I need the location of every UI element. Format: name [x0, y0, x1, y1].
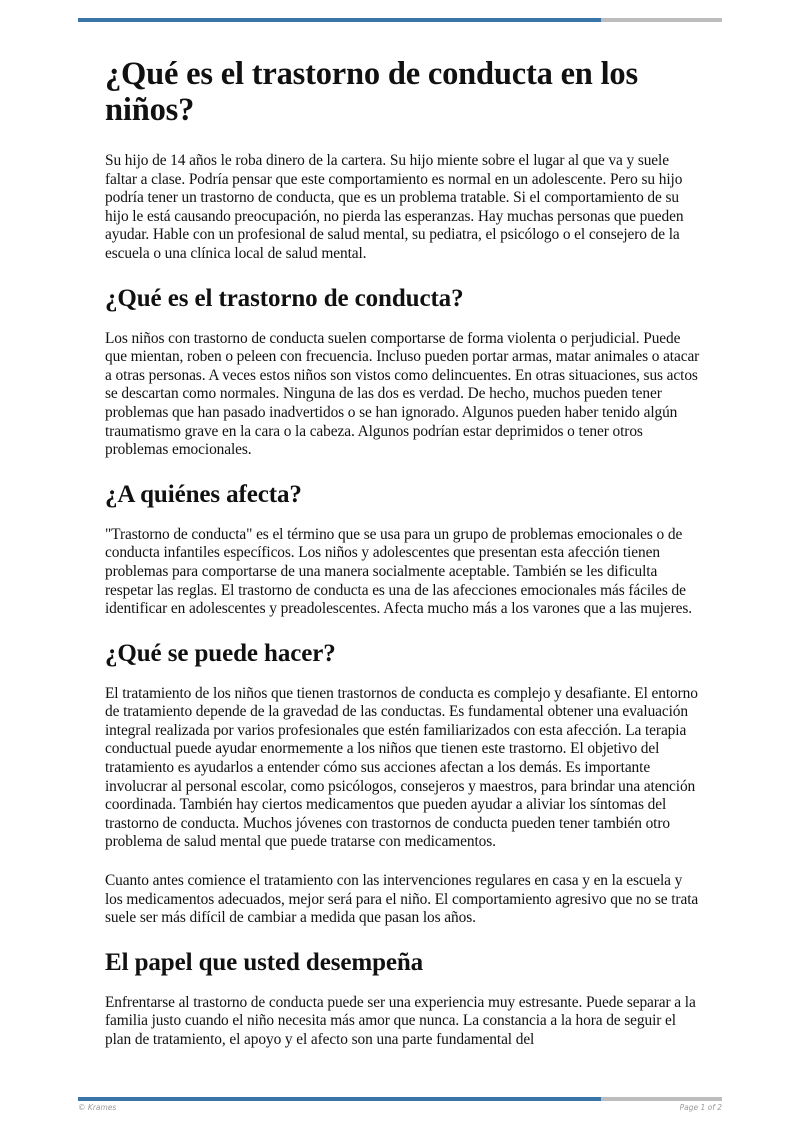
- section-paragraph: Enfrentarse al trastorno de conducta puede ser una experiencia muy estresante. Puede separar a la familia justo cuando el niño necesita más amor que nunca. La constancia a la hora de seguir el plan de tratamiento, el apoyo y el afecto son una parte fundamental del: [105, 993, 696, 1048]
- page-footer: [78, 1103, 722, 1112]
- header-divider-bar: [78, 18, 722, 22]
- footer-divider-bar: [78, 1097, 722, 1101]
- section-paragraph: Los niños con trastorno de conducta suelen comportarse de forma violenta o perjudicial. Puede que mientan, roben o peleen con frecuencia. Incluso pueden portar armas, matar animales o atacar a otras personas. A veces estos niños son vistos como delincuentes. En otras situaciones, sus actos se descartan como normales. Ninguna de las dos es verdad. De hecho, muchos pueden tener problemas que han pasado inadvertidos o se han ignorado. Algunos pueden haber tenido algún traumatismo grave en la cara o la cabeza. Algunos podrían estar deprimidos o tener otros problemas emocionales.: [105, 329, 700, 459]
- copyright-text: © Krames: [78, 1103, 117, 1112]
- section-heading: ¿Qué se puede hacer?: [105, 639, 336, 667]
- footer-bar-accent: [78, 1097, 601, 1101]
- page-indicator: Page 1 of 2: [679, 1103, 722, 1112]
- section-your-role: [105, 948, 700, 1050]
- section-heading: ¿A quiénes afecta?: [105, 480, 302, 508]
- header-bar-gray: [601, 18, 722, 22]
- section-what-is: [105, 284, 700, 460]
- section-heading: El papel que usted desempeña: [105, 948, 424, 976]
- header-bar-accent: [78, 18, 601, 22]
- intro-paragraph: Su hijo de 14 años le roba dinero de la cartera. Su hijo miente sobre el lugar al que va y suele faltar a clase. Podría pensar que este comportamiento es normal en un adolescente. Pero su hijo podría tener un trastorno de conducta, que es un problema tratable. Si el comportamiento de su hijo le está causando preocupación, no pierda las esperanzas. Hay muchas personas que pueden ayudar. Hable con un profesional de salud mental, su pediatra, el psicólogo o el consejero de la escuela o una clínica local de salud mental.: [105, 152, 684, 262]
- section-paragraph: Cuanto antes comience el tratamiento con las intervenciones regulares en casa y en la escuela y los medicamentos adecuados, mejor será para el niño. El comportamiento agresivo que no se trata suele ser más difícil de cambiar a medida que pasan los años.: [105, 872, 699, 927]
- section-paragraph: El tratamiento de los niños que tienen trastornos de conducta es complejo y desafiante. El entorno de tratamiento depende de la gravedad de las conductas. Es fundamental obtener una evaluación integral realizada por varios profesionales que estén familiarizados con esta afección. La terapia conductual puede ayudar enormemente a los niños que tienen este trastorno. El objetivo del tratamiento es ayudarlos a entender cómo sus acciones afectan a los demás. Es importante involucrar al personal escolar, como psicólogos, consejeros y maestros, para brindar una atención coordinada. También hay ciertos medicamentos que pueden ayudar a aliviar los síntomas del trastorno de conducta. Muchos jóvenes con trastornos de conducta pueden tener también otro problema de salud mental que puede tratarse con medicamentos.: [105, 684, 698, 851]
- document-title: ¿Qué es el trastorno de conducta en los niños?: [105, 56, 638, 128]
- footer-bar-gray: [601, 1097, 722, 1101]
- section-who-affected: [105, 480, 700, 619]
- document-content: [105, 56, 700, 1070]
- section-paragraph: "Trastorno de conducta" es el término que se usa para un grupo de problemas emocionales o de conducta infantiles específicos. Los niños y adolescentes que presentan esta afección tienen problemas para comportarse de una manera socialmente aceptable. También se les dificulta respetar las reglas. El trastorno de conducta es una de las afecciones emocionales más fáciles de identificar en adolescentes y preadolescentes. Afecta mucho más a los varones que a las mujeres.: [105, 525, 692, 618]
- section-what-can-be-done: [105, 639, 700, 928]
- section-heading: ¿Qué es el trastorno de conducta?: [105, 284, 464, 312]
